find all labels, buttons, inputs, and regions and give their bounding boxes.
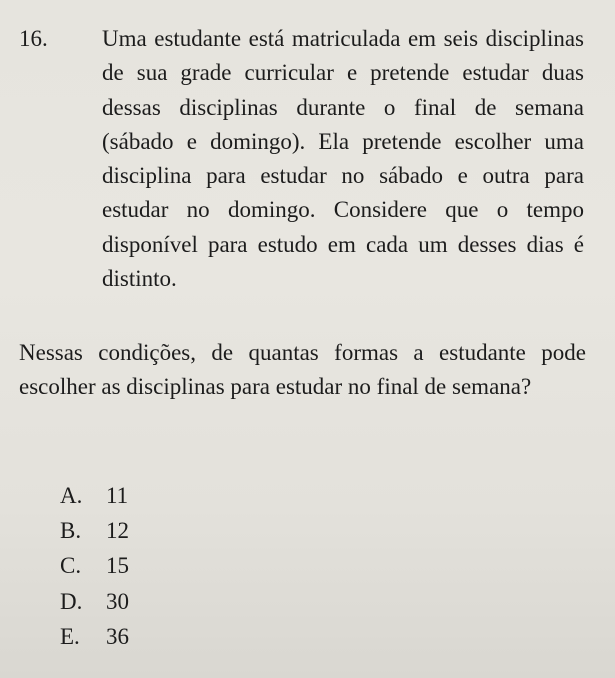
question-statement: Uma estudante está matriculada em seis disciplinas de sua grade curricular e pretende estudar duas dessas disciplinas durante o final de semana (sábado e domingo). Ela pretende escolher uma disciplina para estudar no sábado e outra para estudar no domingo. Considere que o tempo disponível para estudo em cada um desses dias é distinto. bbox=[102, 26, 584, 292]
question-number: 16. bbox=[19, 26, 48, 51]
option-value: 36 bbox=[106, 623, 129, 649]
option-a[interactable] bbox=[60, 478, 129, 513]
option-value: 11 bbox=[106, 483, 129, 508]
option-letter: D. bbox=[60, 588, 83, 614]
option-value: 30 bbox=[106, 588, 129, 614]
option-d[interactable] bbox=[60, 584, 129, 619]
option-value: 15 bbox=[106, 553, 129, 579]
question-prompt: Nessas condições, de quantas formas a estudante pode escolher as disciplinas para estudar no final de semana? bbox=[19, 340, 586, 400]
option-c[interactable] bbox=[60, 548, 129, 583]
option-letter: A. bbox=[60, 483, 83, 508]
option-letter: E. bbox=[60, 623, 80, 649]
answer-options bbox=[60, 478, 129, 654]
option-e[interactable] bbox=[60, 619, 129, 654]
option-letter: B. bbox=[60, 518, 82, 544]
option-b[interactable] bbox=[60, 513, 129, 548]
option-letter: C. bbox=[60, 553, 82, 579]
option-value: 12 bbox=[106, 518, 129, 544]
